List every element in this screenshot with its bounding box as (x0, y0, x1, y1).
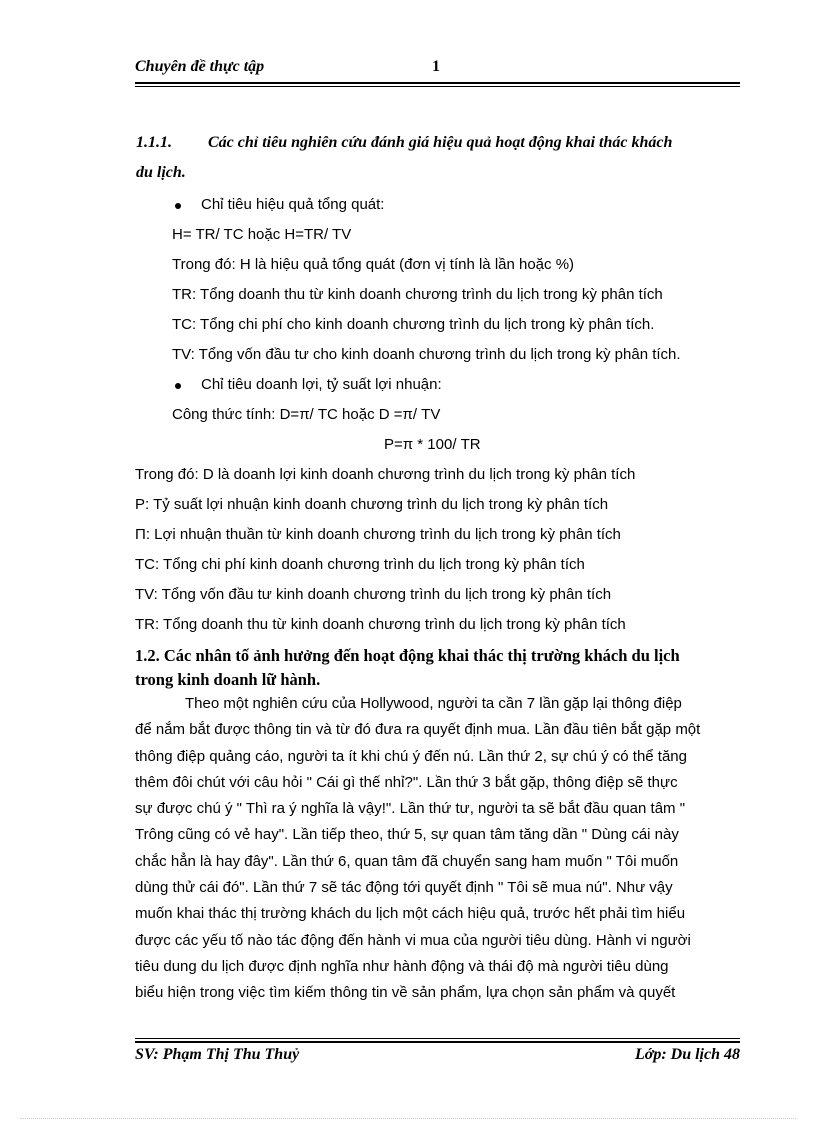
footer-rule-bottom (135, 1041, 740, 1043)
text-line: TV: Tổng vốn đầu tư kinh doanh chương trình du lịch trong kỳ phân tích (135, 586, 612, 603)
paragraph-line: tiêu dung du lịch được định nghĩa như hành động và thái độ mà người tiêu dùng (135, 957, 669, 975)
formula-line-centered: P=π * 100/ TR (384, 436, 481, 453)
section-number-1-1-1: 1.1.1. (136, 134, 172, 151)
header-rule-bottom (135, 86, 740, 87)
header-rule-top (135, 82, 740, 84)
paragraph-line: muốn khai thác thị trường khách du lịch một cách hiệu quả, trước hết phải tìm hiểu (135, 905, 686, 923)
text-line: Π: Lợi nhuận thuần từ kinh doanh chương trình du lịch trong kỳ phân tích (135, 526, 621, 543)
paragraph-line: được các yếu tố nào tác động đến hành vi mua của người tiêu dùng. Hành vi người (135, 931, 691, 949)
text-line: TC: Tổng chi phí cho kinh doanh chương trình du lịch trong kỳ phân tích. (172, 316, 655, 333)
text-line: TR: Tổng doanh thu từ kinh doanh chương trình du lịch trong kỳ phân tích (135, 616, 626, 633)
text-line: Trong đó: D là doanh lợi kinh doanh chương trình du lịch trong kỳ phân tích (135, 466, 636, 483)
paragraph-line: sự được chú ý " Thì ra ý nghĩa là vậy!". Lần thứ tư, người ta sẽ bắt đầu quan tâm " (135, 800, 686, 818)
text-line: TR: Tổng doanh thu từ kinh doanh chương trình du lịch trong kỳ phân tích (172, 286, 663, 303)
body-paragraph (135, 691, 700, 1007)
footer-rule-top (135, 1038, 740, 1039)
text-line: P: Tỷ suất lợi nhuận kinh doanh chương trình du lịch trong kỳ phân tích (135, 496, 609, 513)
section-heading-line2: du lịch. (136, 164, 186, 181)
paragraph-line: thông điệp quảng cáo, người ta ít khi chú ý đến nú. Lần thứ 2, sự chú ý có thể tăng (135, 747, 687, 765)
paragraph-line: chắc hẳn là hay đây". Lần thứ 6, quan tâm đã chuyển sang ham muốn " Tôi muốn (135, 852, 679, 870)
formula-line: Công thức tính: D=π/ TC hoặc D =π/ TV (172, 406, 441, 423)
bullet-text: Chỉ tiêu hiệu quả tổng quát: (201, 196, 385, 213)
page-header (135, 56, 740, 80)
header-title: Chuyên đề thực tập (135, 58, 265, 75)
bullet-text: Chỉ tiêu doanh lợi, tỷ suất lợi nhuận: (201, 376, 442, 393)
formula-line: H= TR/ TC hoặc H=TR/ TV (172, 226, 352, 243)
text-line: TV: Tổng vốn đầu tư cho kinh doanh chương trình du lịch trong kỳ phân tích. (172, 346, 681, 363)
bullet-dot (175, 383, 181, 389)
paragraph-line: để nắm bắt được thông tin và từ đó đưa ra quyết định mua. Lần đầu tiên bắt gặp một (135, 721, 701, 739)
section-heading-line1: Các chỉ tiêu nghiên cứu đánh giá hiệu quả hoạt động khai thác khách (208, 134, 673, 151)
bullet-dot (175, 203, 181, 209)
paragraph-line: Trông cũng có vẻ hay". Lần tiếp theo, thứ 5, sự quan tâm tăng dần " Dùng cái này (135, 826, 679, 844)
paragraph-line: biểu hiện trong việc tìm kiếm thông tin về sản phẩm, lựa chọn sản phẩm và quyết (135, 984, 676, 1002)
footer-student: SV: Phạm Thị Thu Thuỷ (135, 1046, 300, 1063)
paragraph-line: dùng thử cái đó". Lần thứ 7 sẽ tác động tới quyết định " Tôi sẽ mua nú". Như vậy (135, 879, 673, 897)
text-line: TC: Tổng chi phí kinh doanh chương trình du lịch trong kỳ phân tích (135, 556, 585, 573)
footer-class: Lớp: Du lịch 48 (634, 1046, 740, 1063)
page-footer (135, 1046, 740, 1064)
section-heading-1-2-line1: 1.2. Các nhân tố ảnh hưởng đến hoạt động khai thác thị trường khách du lịch (135, 646, 680, 665)
text-line: Trong đó: H là hiệu quả tổng quát (đơn vị tính là lần hoặc %) (172, 256, 575, 273)
paragraph-line: Theo một nghiên cứu của Hollywood, người ta cần 7 lần gặp lại thông điệp (185, 695, 682, 712)
page-edge-dots (20, 1118, 796, 1119)
page-number: 1 (432, 58, 440, 75)
section-heading-1-2-line2: trong kinh doanh lữ hành. (135, 670, 321, 689)
paragraph-line: thêm đôi chút với câu hỏi " Cái gì thế nhỉ?". Lần thứ 3 bắt gặp, thông điệp sẽ thực (135, 773, 678, 791)
